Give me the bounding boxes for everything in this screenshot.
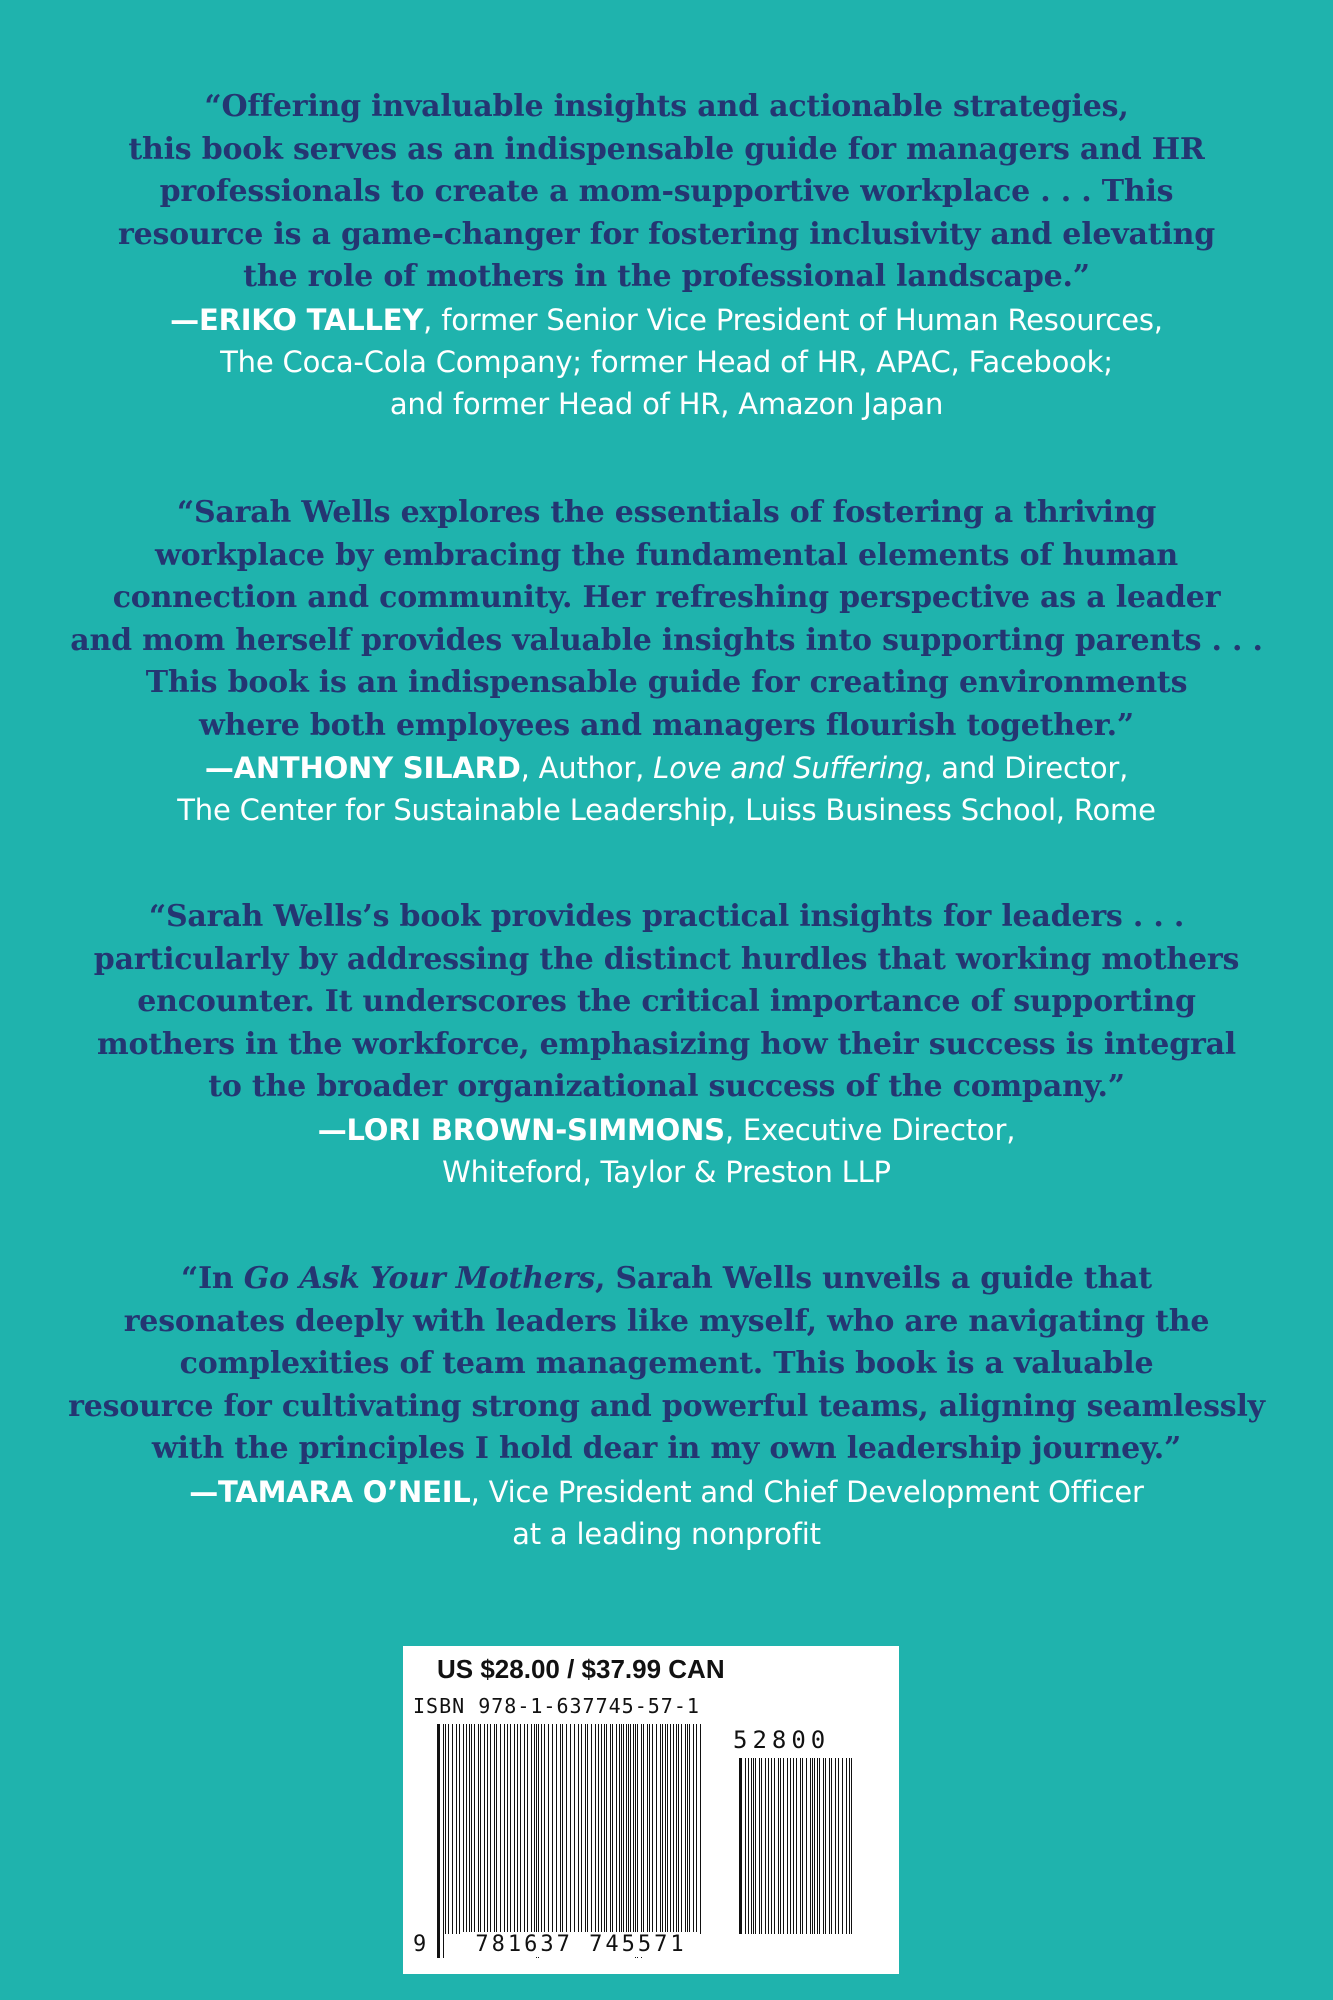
barcode-bar: [814, 1758, 815, 1934]
barcode-bar: [660, 1724, 661, 1934]
quote-line: resonates deeply with leaders like myself, who are navigating the: [123, 1303, 1210, 1339]
quote-line: “Offering invaluable insights and actionable strategies,: [204, 89, 1129, 124]
barcode-bar: [541, 1724, 542, 1934]
quote-line: where both employees and managers flourish together.”: [199, 707, 1134, 743]
endorser-name: —TAMARA O’NEIL: [189, 1474, 471, 1509]
barcode-bar: [633, 1724, 634, 1934]
barcode-bar: [796, 1758, 797, 1934]
barcode-bar: [755, 1758, 756, 1934]
barcode-bar: [598, 1724, 599, 1934]
barcode-bar: [534, 1724, 535, 1934]
endorser-title: , Author,: [520, 751, 654, 785]
barcode-bar: [835, 1758, 836, 1934]
endorsement-quote: [40, 492, 1293, 747]
barcode-bar: [626, 1724, 627, 1934]
quote-line: complexities of team management. This book is a valuable: [179, 1346, 1154, 1381]
ean-first-digit: 9: [413, 1932, 427, 1957]
barcode-bar: [556, 1724, 557, 1934]
attribution-line: and former Head of HR, Amazon Japan: [389, 386, 944, 421]
barcode-bar: [443, 1724, 444, 1958]
barcode-bar: [466, 1724, 467, 1934]
price-addon-barcode-bars: [739, 1758, 855, 1958]
quote-line: particularly by addressing the distinct hurdles that working mothers: [93, 941, 1240, 977]
barcode-bar: [587, 1724, 588, 1934]
barcode-bar: [606, 1724, 607, 1934]
barcode-bar: [604, 1724, 605, 1934]
barcode-bar: [817, 1758, 818, 1934]
barcode-bar: [753, 1758, 754, 1934]
barcode-bar: [480, 1724, 481, 1934]
barcode-bar: [459, 1724, 460, 1934]
barcode-bar: [585, 1724, 586, 1934]
barcode-bar: [616, 1724, 617, 1934]
barcode-bar: [463, 1724, 464, 1934]
barcode-bar: [591, 1724, 592, 1934]
quote-line: resource is a game-changer for fostering inclusivity and elevating: [118, 216, 1215, 252]
book-title: Go Ask Your Mothers: [243, 1261, 595, 1296]
endorser-title: , Executive Director,: [724, 1112, 1016, 1147]
quote-line: the role of mothers in the professional landscape.”: [243, 259, 1090, 294]
quote-line: This book is an indispensable guide for creating environments: [145, 665, 1188, 700]
barcode-bar: [851, 1758, 852, 1934]
endorsement-quote: [40, 1258, 1293, 1471]
endorsement-attribution: [40, 299, 1293, 425]
barcode-bar: [774, 1758, 775, 1934]
barcode-bar: [842, 1758, 843, 1934]
barcode-bar: [647, 1724, 648, 1934]
endorser-title: , Vice President and Chief Development Officer: [470, 1474, 1144, 1509]
barcode-bar: [771, 1758, 772, 1934]
attribution-line: Whiteford, Taylor & Preston LLP: [442, 1154, 891, 1189]
barcode-bar: [448, 1724, 449, 1934]
endorsement-quote: [40, 86, 1293, 299]
barcode-bar: [566, 1724, 567, 1934]
barcode-bar: [452, 1724, 453, 1934]
barcode-bar: [689, 1724, 690, 1934]
barcode-bar: [469, 1724, 470, 1934]
ean-barcode-bars: [437, 1724, 705, 1958]
endorsement-2: [40, 492, 1293, 831]
quote-line: and mom herself provides valuable insights into supporting parents . . .: [70, 622, 1263, 658]
quote-text: “In: [181, 1261, 244, 1296]
barcode-bar: [849, 1758, 850, 1934]
barcode-bar: [612, 1724, 613, 1934]
barcode-bar: [544, 1724, 545, 1934]
barcode-bar: [574, 1724, 575, 1934]
barcode-bar: [778, 1758, 779, 1934]
barcode-bar: [739, 1758, 742, 1934]
barcode-bar: [552, 1724, 553, 1934]
barcode-bar: [548, 1724, 549, 1934]
endorsement-quote: [40, 896, 1293, 1109]
barcode-bar: [780, 1758, 781, 1934]
barcode-bar: [507, 1724, 508, 1934]
barcode-bar: [595, 1724, 596, 1934]
attribution-line: The Coca-Cola Company; former Head of HR, APAC, Facebook;: [220, 344, 1113, 379]
quote-line: [40, 1258, 1293, 1301]
endorser-name: —LORI BROWN-SIMMONS: [317, 1112, 725, 1147]
barcode-bar: [487, 1724, 488, 1934]
barcode-bar: [793, 1758, 794, 1934]
attribution-line: [40, 1109, 1293, 1151]
barcode-bar: [619, 1724, 620, 1934]
barcode-bar: [846, 1758, 847, 1934]
barcode-bar: [623, 1724, 624, 1934]
barcode-bar: [630, 1724, 631, 1934]
barcode-bar: [800, 1758, 801, 1934]
book-title: Love and Suffering: [653, 751, 924, 785]
barcode-bar: [693, 1724, 694, 1934]
quote-line: resource for cultivating strong and powerful teams, aligning seamlessly: [68, 1388, 1265, 1424]
barcode-bar: [496, 1724, 497, 1934]
barcode-bar: [768, 1758, 769, 1934]
barcode-bar: [621, 1724, 622, 1934]
barcode-bar: [665, 1724, 666, 1934]
barcode-bar: [745, 1758, 746, 1934]
quote-line: with the principles I hold dear in my own leadership journey.”: [151, 1431, 1182, 1466]
barcode-bar: [696, 1724, 697, 1934]
barcode-bar: [494, 1724, 495, 1934]
endorsement-1: [40, 86, 1293, 425]
attribution-line: The Center for Sustainable Leadership, Luiss Business School, Rome: [177, 793, 1156, 827]
barcode-bar: [812, 1758, 813, 1934]
quote-line: “Sarah Wells’s book provides practical insights for leaders . . .: [148, 899, 1185, 934]
barcode-bar: [759, 1758, 760, 1934]
barcode-bar: [562, 1724, 563, 1934]
barcode-bar: [802, 1758, 803, 1934]
barcode-bar: [819, 1758, 820, 1934]
endorsement-attribution: [40, 1471, 1293, 1555]
barcode-bar: [643, 1724, 644, 1934]
barcode-bar: [652, 1724, 653, 1934]
barcode-bar: [687, 1724, 688, 1934]
barcode-bar: [748, 1758, 749, 1934]
barcode-bar: [570, 1724, 571, 1934]
quote-line: connection and community. Her refreshing perspective as a leader: [112, 580, 1221, 615]
barcode-bar: [823, 1758, 824, 1934]
barcode-bar: [517, 1724, 518, 1934]
endorser-name: —ERIKO TALLEY: [170, 302, 424, 337]
barcode-bar: [678, 1724, 679, 1934]
quote-text: , Sarah Wells unveils a guide that: [595, 1261, 1152, 1296]
barcode-bar: [662, 1724, 663, 1934]
barcode-bar: [838, 1758, 839, 1934]
barcode-bar: [751, 1758, 752, 1934]
quote-line: to the broader organizational success of the company.”: [208, 1069, 1125, 1104]
barcode-bar: [667, 1724, 668, 1934]
barcode-bar: [601, 1724, 602, 1934]
barcode-bar: [500, 1724, 501, 1934]
barcode-bar: [445, 1724, 446, 1934]
endorser-title-cont: , and Director,: [923, 751, 1129, 785]
isbn-barcode-label: [403, 1646, 899, 1974]
barcode-bar: [504, 1724, 505, 1934]
barcode-bar: [676, 1724, 677, 1934]
barcode-bar: [637, 1724, 638, 1958]
quote-line: “Sarah Wells explores the essentials of fostering a thriving: [176, 495, 1157, 530]
barcode-bar: [510, 1724, 511, 1934]
attribution-line: [40, 1471, 1293, 1513]
quote-line: professionals to create a mom-supportive workplace . . . This: [159, 174, 1174, 209]
barcode-bar: [578, 1724, 579, 1934]
barcode-bar: [581, 1724, 582, 1934]
barcode-bar: [790, 1758, 791, 1934]
endorsement-attribution: [40, 747, 1293, 831]
barcode-bar: [761, 1758, 762, 1934]
endorser-name: —ANTHONY SILARD: [204, 751, 521, 785]
barcode-bar: [628, 1724, 629, 1934]
endorsement-attribution: [40, 1109, 1293, 1193]
barcode-bar: [641, 1724, 642, 1958]
barcode-bar: [437, 1724, 440, 1958]
barcode-bar: [765, 1758, 766, 1934]
barcode-bar: [810, 1758, 811, 1934]
barcode-bar: [656, 1724, 657, 1934]
barcode-bar: [527, 1724, 528, 1934]
price-addon-digits: 52800: [733, 1726, 831, 1754]
attribution-line: [40, 747, 1293, 789]
barcode-bar: [471, 1724, 472, 1934]
isbn-text: ISBN 978-1-637745-57-1: [413, 1694, 700, 1718]
endorsement-3: [40, 896, 1293, 1193]
barcode-bar: [681, 1724, 682, 1934]
barcode-bar: [787, 1758, 788, 1934]
barcode-bar: [806, 1758, 807, 1934]
quote-line: this book serves as an indispensable guide for managers and HR: [128, 131, 1205, 167]
barcode-bar: [490, 1724, 491, 1934]
attribution-line: [40, 299, 1293, 341]
barcode-bar: [514, 1724, 515, 1934]
barcode-bar: [560, 1724, 561, 1934]
barcode-bar: [700, 1724, 701, 1934]
barcode-bar: [610, 1724, 611, 1934]
barcode-bar: [456, 1724, 457, 1934]
barcode-bar: [649, 1724, 650, 1934]
barcode-bar: [484, 1724, 485, 1934]
barcode-bar: [524, 1724, 525, 1934]
barcode-bar: [474, 1724, 475, 1934]
barcode-bar: [783, 1758, 784, 1934]
barcode-bar: [673, 1724, 674, 1934]
barcode-bar: [831, 1758, 832, 1934]
quote-line: encounter. It underscores the critical importance of supporting: [137, 984, 1196, 1019]
barcode-bar: [825, 1758, 826, 1934]
barcode-bar: [670, 1724, 671, 1934]
quote-line: workplace by embracing the fundamental elements of human: [155, 537, 1178, 573]
barcode-bar: [478, 1724, 479, 1934]
price-text: US $28.00 / $37.99 CAN: [437, 1654, 725, 1684]
ean-digits: 781637 745571: [463, 1932, 699, 1957]
barcode-bar: [536, 1724, 537, 1958]
barcode-bar: [538, 1724, 539, 1958]
barcode-bar: [520, 1724, 521, 1934]
quote-line: mothers in the workforce, emphasizing how their success is integral: [96, 1026, 1237, 1062]
barcode-bar: [531, 1724, 532, 1934]
barcode-bar: [829, 1758, 830, 1934]
endorsement-4: [40, 1258, 1293, 1555]
endorser-title: , former Senior Vice President of Human Resources,: [423, 302, 1163, 337]
barcode-bar: [635, 1724, 636, 1958]
attribution-line: at a leading nonprofit: [512, 1516, 821, 1551]
barcode-bar: [685, 1724, 686, 1934]
